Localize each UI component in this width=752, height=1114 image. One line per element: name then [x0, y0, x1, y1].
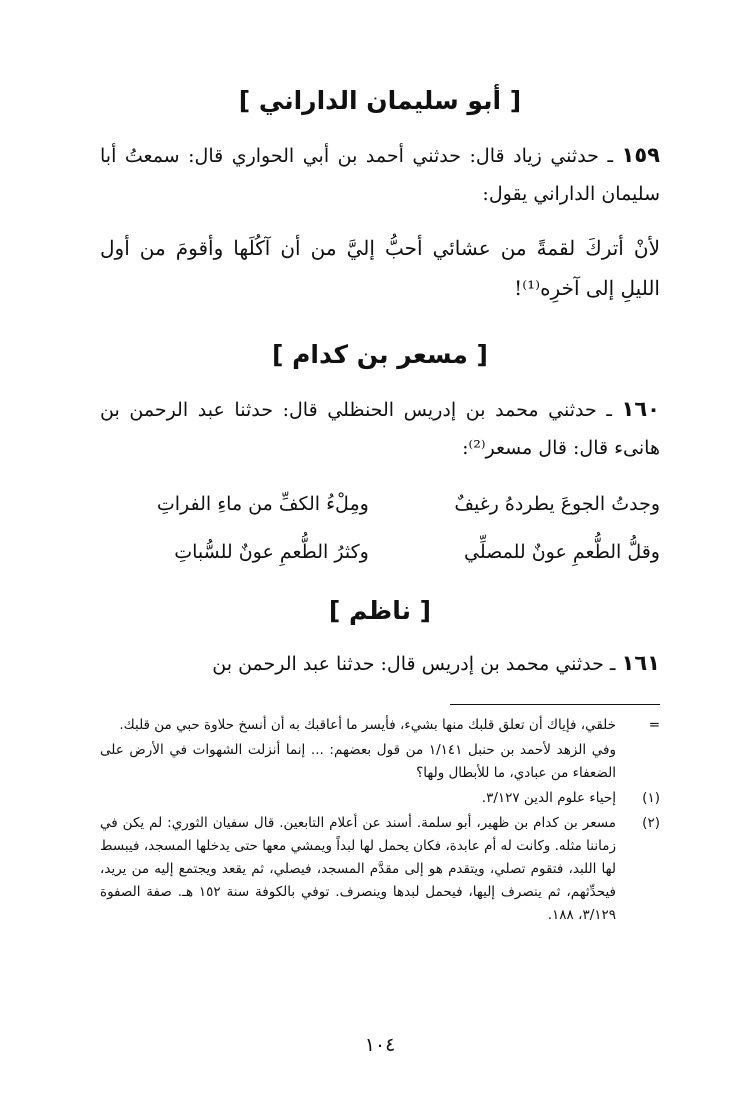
poem-line-1 — [100, 480, 660, 528]
hemistich-second: ومِلْءُ الكفِّ من ماءِ الفراتِ — [156, 493, 369, 515]
entry-159 — [100, 136, 660, 213]
entry-text: ـ حدثني محمد بن إدريس الحنظلي قال: حدثنا عبد الرحمن بن هانىء قال: قال مسعر⁽²⁾: — [100, 399, 660, 459]
section-heading-nazim: [ ناظم ] — [328, 596, 432, 625]
footnote-2 — [100, 812, 660, 927]
quote-159: لأنْ أتركَ لقمةً من عشائي أحبُّ إليَّ من أن آكُلَها وأقومَ من أول الليلِ إلى آخرِه⁽¹⁾! — [100, 236, 660, 300]
hemistich-first: وجدتُ الجوعَ يطردهُ رغيفٌ — [454, 493, 660, 515]
entry-text: ـ حدثني زياد قال: حدثني أحمد بن أبي الحواري قال: سمعتُ أبا سليمان الداراني يقول: — [100, 145, 660, 205]
footnote-mark: (٢) — [642, 815, 660, 831]
entry-number: ١٦٠ — [621, 397, 660, 421]
footnote-continuation-2 — [100, 739, 660, 785]
section-heading-misar: [ مسعر بن كدام ] — [271, 340, 488, 369]
hemistich-second: وكثرُ الطُّعمِ عونٌ للسُّباتِ — [174, 541, 369, 563]
footnote-text: مسعر بن كدام بن ظهير، أبو سلمة. أسند عن أعلام التابعين. قال سفيان الثوري: لم يكن في زماننا مثله. وكانت له أم عابدة، فكان يحمل لها لبداً ويمشي معها حتى يدخلها المسجد، فيبسط لها اللبد، فتقوم تصلي، ويتقدم هو إلى مقدَّم المسجد، فيصلي، ثم يقعد ويجتمع إليه من يريد، فيحدِّثهم، ثم ينصرف إليها، فيحمل لبدها وينصرف. توفي بالكوفة سنة ١٥٢ هـ. صفة الصفوة ٣/١٢٩، ١٨٨. — [100, 815, 616, 923]
footnote-1 — [100, 787, 660, 810]
poem-line-2 — [100, 528, 660, 576]
footnote-text: إحياء علوم الدين ٣/١٢٧. — [481, 790, 616, 806]
footnote-mark-empty — [616, 739, 660, 785]
footnote-continuation — [100, 714, 660, 737]
section-heading-abu-sulayman: [ أبو سليمان الداراني ] — [238, 86, 522, 115]
footnote-text: خلقي، فإياك أن تعلق قلبك منها بشيء، فأيسر ما أعاقبك به أن أنسخ حلاوة حبي من قلبك. — [119, 717, 616, 733]
entry-text: ـ حدثني محمد بن إدريس قال: حدثنا عبد الرحمن بن — [212, 653, 622, 675]
entry-161 — [100, 644, 660, 683]
footnote-mark: (١) — [642, 790, 660, 806]
footnote-divider — [450, 704, 660, 705]
footnote-text: وفي الزهد لأحمد بن حنبل ١/١٤١ من قول بعضهم: ... إنما أنزلت الشهوات في الأرض على الضعفاء من عبادي، ما للأبطال ولها؟ — [100, 742, 616, 781]
entry-number: ١٦١ — [621, 651, 660, 675]
book-page — [100, 60, 660, 1080]
hemistich-first: وقلُّ الطُّعمِ عونٌ للمصلِّي — [463, 541, 660, 563]
poem — [100, 480, 660, 576]
entry-160 — [100, 390, 660, 467]
footnote-mark: = — [648, 717, 660, 733]
page-number: ١٠٤ — [364, 1034, 396, 1056]
entry-number: ١٥٩ — [621, 143, 660, 167]
footnotes — [100, 714, 660, 929]
